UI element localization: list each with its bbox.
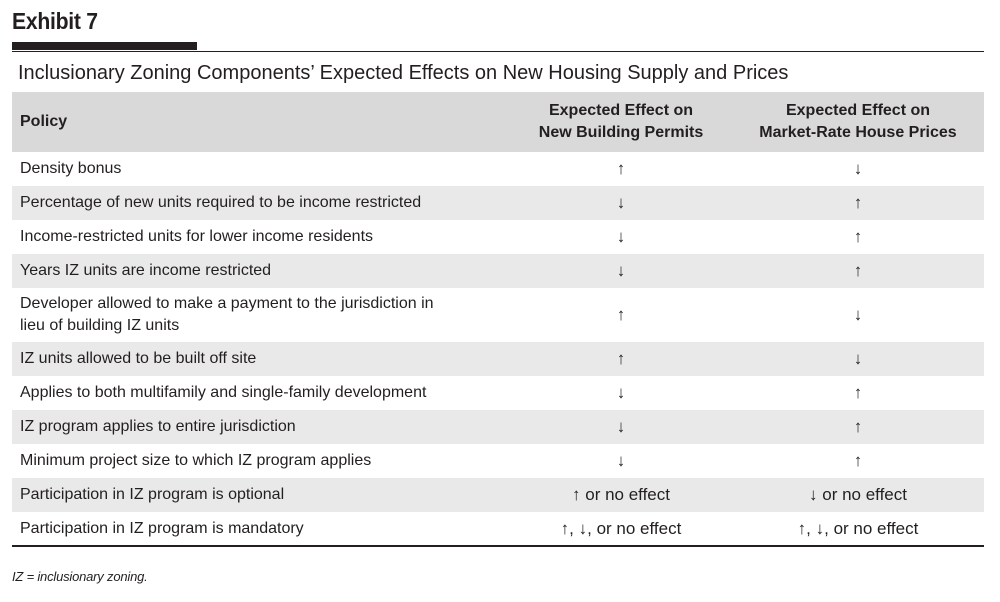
- permits-effect-cell: ↑: [616, 349, 626, 368]
- policy-cell: Participation in IZ program is mandatory: [12, 512, 510, 546]
- policy-cell: Minimum project size to which IZ program applies: [20, 452, 372, 469]
- prices-effect-cell: ↑, ↓, or no effect: [732, 512, 984, 546]
- prices-effect-cell: ↑: [853, 417, 863, 436]
- permits-effect-cell: ↑, ↓, or no effect: [510, 512, 732, 546]
- permits-effect-cell: ↓: [616, 227, 626, 246]
- table-header-row: [12, 92, 984, 152]
- table-row: [12, 512, 984, 546]
- table-row: [12, 444, 984, 478]
- prices-effect-cell: ↑: [853, 227, 863, 246]
- policy-column-header: Policy: [20, 113, 68, 130]
- prices-effect-cell: ↓: [853, 349, 863, 368]
- policy-cell: Income-restricted units for lower income residents: [20, 228, 374, 245]
- policy-cell: Percentage of new units required to be income restricted: [20, 194, 422, 211]
- table-row: [12, 342, 984, 376]
- permits-effect-cell: ↓: [616, 193, 626, 212]
- table-row: [12, 186, 984, 220]
- prices-header-line1: Expected Effect on: [785, 102, 931, 119]
- policy-cell: Years IZ units are income restricted: [20, 262, 272, 279]
- table-title: Inclusionary Zoning Components’ Expected Effects on New Housing Supply and Prices: [18, 62, 789, 84]
- prices-effect-cell: ↓: [853, 305, 863, 324]
- prices-effect-cell: ↓ or no effect: [809, 485, 907, 504]
- permits-effect-cell: ↓: [616, 261, 626, 280]
- permits-effect-cell: ↑ or no effect: [572, 485, 670, 504]
- prices-column-header: [732, 92, 984, 152]
- prices-effect-cell: ↑: [853, 261, 863, 280]
- prices-header-line2: Market-Rate House Prices: [759, 124, 957, 141]
- table-row: [12, 152, 984, 186]
- policy-cell: Density bonus: [20, 160, 122, 177]
- policy-cell: Applies to both multifamily and single-family development: [20, 384, 427, 401]
- table-row: [12, 410, 984, 444]
- permits-header-line2: New Building Permits: [538, 124, 704, 141]
- policy-cell: IZ program applies to entire jurisdiction: [20, 418, 296, 435]
- permits-effect-cell: ↑: [616, 305, 626, 324]
- table-row: [12, 376, 984, 410]
- prices-effect-cell: ↑: [853, 193, 863, 212]
- policy-cell-line2: lieu of building IZ units: [20, 317, 180, 334]
- prices-effect-cell: ↑: [853, 383, 863, 402]
- policy-cell-line1: Developer allowed to make a payment to the jurisdiction in: [20, 295, 434, 312]
- exhibit-accent-bar: [12, 42, 197, 50]
- footnote: IZ = inclusionary zoning.: [12, 569, 148, 584]
- effects-table: [12, 92, 984, 547]
- policy-cell: [12, 288, 510, 342]
- permits-header-line1: Expected Effect on: [548, 102, 694, 119]
- policy-cell: IZ units allowed to be built off site: [20, 350, 257, 367]
- table-row: [12, 478, 984, 512]
- permits-effect-cell: ↓: [616, 451, 626, 470]
- table-row: [12, 288, 984, 342]
- title-divider: [12, 51, 984, 52]
- permits-effect-cell: ↑: [616, 159, 626, 178]
- prices-effect-cell: ↑: [853, 451, 863, 470]
- policy-cell: Participation in IZ program is optional: [20, 486, 285, 503]
- exhibit-label: Exhibit 7: [12, 8, 98, 34]
- permits-effect-cell: ↓: [616, 417, 626, 436]
- table-row: [12, 220, 984, 254]
- table-row: [12, 254, 984, 288]
- permits-column-header: [510, 92, 732, 152]
- permits-effect-cell: ↓: [616, 383, 626, 402]
- prices-effect-cell: ↓: [853, 159, 863, 178]
